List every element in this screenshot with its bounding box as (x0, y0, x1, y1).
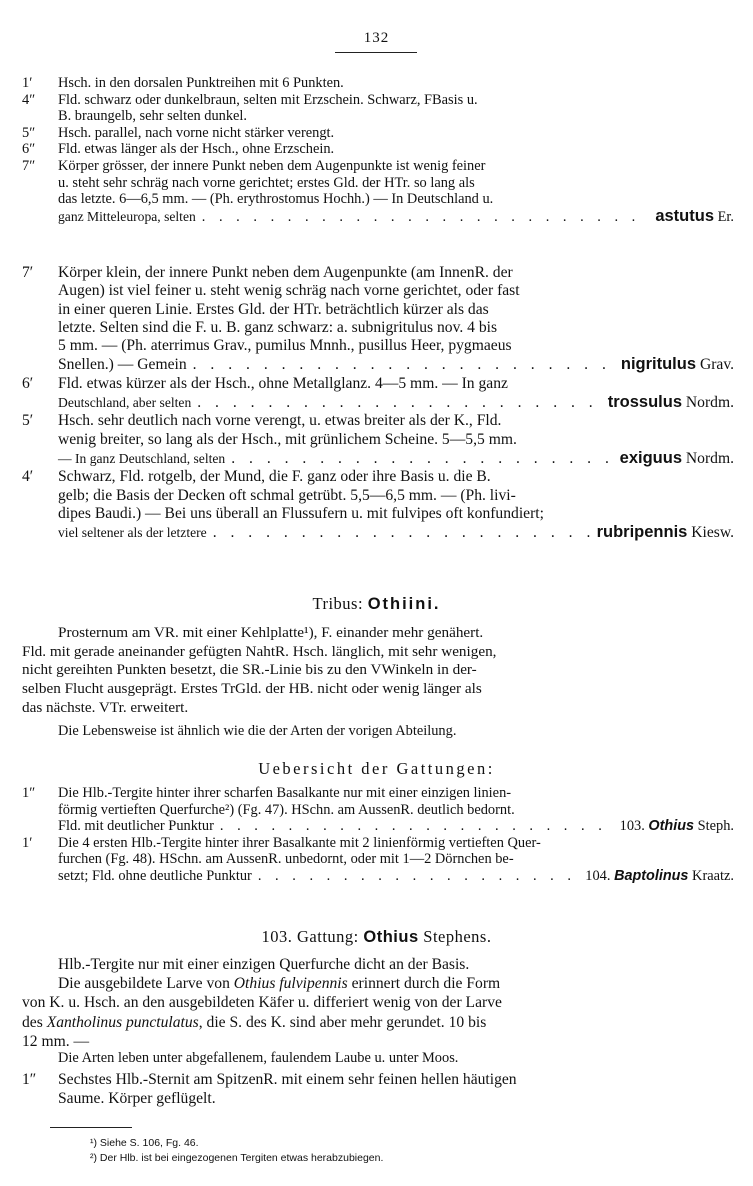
species-name: astutus (655, 206, 714, 225)
species-name: nigritulus (620, 355, 697, 374)
leader-dots (197, 394, 601, 412)
key-entry (22, 92, 734, 125)
leader-dots (220, 818, 614, 835)
key-entry (22, 785, 734, 835)
key-number: 1′ (22, 75, 33, 91)
species-author: Er. (717, 208, 734, 225)
key-number: 6′ (22, 374, 34, 392)
leader-dots (202, 209, 650, 226)
key-number: 5′ (22, 412, 34, 430)
key-entry (22, 75, 734, 92)
footnote-rule (50, 1127, 132, 1128)
tribus-heading (0, 594, 753, 614)
genus-author: Kraatz. (692, 867, 734, 884)
species-author: Nordm. (685, 449, 734, 467)
key-entry (22, 468, 734, 542)
key-text: Körper klein, der innere Punkt neben dem Augenpunkte (am InnenR. der (58, 264, 513, 281)
species-line (58, 355, 734, 374)
key-text: Hsch. in den dorsalen Punktreihen mit 6 Punkten. (58, 75, 344, 91)
key-entry (22, 1070, 734, 1108)
tribus-name: Othiini. (367, 595, 441, 613)
key-text: Körper grösser, der innere Punkt neben dem Augenpunkte ist wenig feiner (58, 157, 486, 174)
key-text: B. braungelb, sehr selten dunkel. (58, 108, 248, 125)
key-entry (22, 141, 734, 158)
species-name: exiguus (619, 448, 683, 467)
gattung-heading (0, 927, 753, 947)
tribus-note: Die Lebensweise ist ähnlich wie die der Arten der vorigen Abteilung. (58, 723, 457, 739)
key-text: Hsch. parallel, nach vorne nicht stärker verengt. (58, 124, 335, 141)
key-number: 6″ (22, 141, 36, 158)
key-text: 5 mm. — (Ph. aterrimus Grav., pumilus Mnnh., pusillus Heer, pygmaeus (58, 337, 512, 355)
key-number: 5″ (22, 124, 36, 141)
key-entry (22, 375, 734, 413)
text-line: Hlb.-Tergite nur mit einer einzigen Querfurche dicht an der Basis. (58, 956, 470, 973)
genus-name: Baptolinus (614, 867, 689, 884)
species-name: trossulus (607, 393, 683, 412)
genus-author: Steph. (697, 818, 734, 835)
genus-line (58, 868, 734, 885)
key-number: 1″ (22, 785, 36, 801)
key-entry (22, 412, 734, 468)
species-line (58, 449, 734, 468)
species-author: Kiesw. (691, 524, 734, 542)
text-line: selben Flucht ausgeprägt. Erstes TrGld. der HB. nicht oder wenig länger als (22, 680, 482, 698)
genus-name: Othius (648, 818, 694, 835)
key-number: 7″ (22, 157, 36, 174)
uebersicht-heading: Uebersicht der Gattungen: (258, 759, 495, 778)
species-author: Nordm. (685, 394, 734, 412)
key-text: Saume. Körper geflügelt. (58, 1090, 216, 1108)
key-text: das letzte. 6—6,5 mm. — (Ph. erythrostomus Hochh.) — In Deutschland u. (58, 191, 494, 208)
species-line (58, 393, 734, 412)
key-text: wenig breiter, so lang als der Hsch., mit grünlichem Scheine. 5—5,5 mm. (58, 430, 517, 448)
text-line: nicht gereihten Punkten besetzt, die SR.-Linie bis zu den VWinkeln in der- (22, 661, 477, 679)
key-text: u. steht sehr schräg nach vorne gerichtet; erstes Gld. der HTr. so lang als (58, 174, 475, 191)
key-text: dipes Baudi.) — Bei uns überall an Flussufern u. mit fulvipes oft konfundiert; (58, 504, 544, 522)
leader-dots (213, 524, 591, 542)
leader-dots (258, 868, 579, 885)
key-number: 4′ (22, 468, 34, 486)
gattung-label: 103. Gattung: (261, 927, 359, 946)
key-text: Schwarz, Fld. rotgelb, der Mund, die F. ganz oder ihre Basis u. die B. (58, 468, 491, 486)
text-line: von K. u. Hsch. an den ausgebildeten Käfer u. differiert wenig von der Larve (22, 994, 502, 1012)
gattung-description (22, 955, 726, 1051)
leader-dots (231, 450, 613, 468)
genus-number: 103. (619, 818, 645, 835)
key-text: in einer queren Linie. Erstes Gld. der HTr. beträchtlich kürzer als das (58, 300, 489, 318)
key-text: Fld. etwas kürzer als der Hsch., ohne Metallglanz. 4—5 mm. — In ganz (58, 374, 508, 392)
key-block-b (22, 264, 734, 542)
species-name: rubripennis (596, 523, 688, 542)
key-text: gelb; die Basis der Decken oft schmal getrübt. 5,5—6,5 mm. — (Ph. livi- (58, 486, 516, 504)
tribus-label: Tribus: (312, 594, 364, 613)
species-line (58, 208, 734, 226)
key-text: förmig vertieften Querfurche²) (Fg. 47). HSchn. am AussenR. deutlich bedornt. (58, 801, 515, 818)
species-key-start (22, 1070, 734, 1108)
key-number: 7′ (22, 264, 34, 281)
key-text: letzte. Selten sind die F. u. B. ganz schwarz: a. subnigritulus nov. 4 bis (58, 318, 498, 336)
key-text: Die Hlb.-Tergite hinter ihrer scharfen Basalkante nur mit einer einzigen linien- (58, 785, 512, 801)
key-text: Augen) ist viel feiner u. steht wenig schräg nach vorne gerichtet, oder fast (58, 282, 520, 300)
leader-dots (193, 356, 615, 374)
text-line: Prosternum am VR. mit einer Kehlplatte¹), F. einander mehr genähert. (58, 624, 484, 641)
gattung-note: Die Arten leben unter abgefallenem, faulendem Laube u. unter Moos. (58, 1050, 459, 1066)
key-text: Fld. etwas länger als der Hsch., ohne Erzschein. (58, 141, 335, 158)
key-number: 4″ (22, 91, 36, 108)
text-line: 12 mm. — (22, 1032, 90, 1050)
species-lead: Snellen.) — Gemein (58, 356, 187, 374)
species-lead: Deutschland, aber selten (58, 395, 192, 411)
page-number: 132 (363, 30, 390, 46)
key-entry (22, 264, 734, 375)
species-lead: viel seltener als der letztere (58, 525, 207, 541)
genus-lead: Fld. mit deutlicher Punktur (58, 818, 214, 835)
key-text: Sechstes Hlb.-Sternit am SpitzenR. mit einem sehr feinen hellen häutigen (58, 1071, 517, 1088)
key-text: Hsch. sehr deutlich nach vorne verengt, u. etwas breiter als der K., Fld. (58, 412, 502, 430)
key-entry (22, 835, 734, 885)
gattung-author: Stephens. (423, 927, 492, 946)
genus-line (58, 818, 734, 835)
species-lead: — In ganz Deutschland, selten (58, 450, 226, 466)
species-line (58, 523, 734, 542)
genus-lead: setzt; Fld. ohne deutliche Punktur (58, 867, 252, 884)
footnote-1: ¹) Siehe S. 106, Fg. 46. (90, 1137, 199, 1149)
footnote-2: ²) Der Hlb. ist bei eingezogenen Tergiten etwas herabzubiegen. (90, 1152, 384, 1164)
key-entry (22, 158, 734, 225)
genus-key (22, 785, 734, 885)
key-entry (22, 125, 734, 142)
key-text: furchen (Fg. 48). HSchn. am AussenR. unbedornt, oder mit 1—2 Dörnchen be- (58, 851, 514, 868)
text-line: Die ausgebildete Larve von Othius fulvipennis erinnert durch die Form (58, 975, 501, 993)
genus-number: 104. (585, 867, 611, 884)
text-line: das nächste. VTr. erweitert. (22, 698, 189, 716)
species-author: Grav. (699, 356, 734, 374)
species-lead: ganz Mitteleuropa, selten (58, 208, 196, 224)
key-block-a (22, 75, 734, 225)
key-number: 1″ (22, 1071, 37, 1088)
key-number: 1′ (22, 834, 33, 851)
text-line: des Xantholinus punctulatus, die S. des K. sind aber mehr gerundet. 10 bis (22, 1013, 487, 1031)
gattung-name: Othius (363, 928, 419, 946)
key-text: Fld. schwarz oder dunkelbraun, selten mit Erzschein. Schwarz, FBasis u. (58, 91, 478, 108)
header-rule (335, 52, 417, 53)
key-text: Die 4 ersten Hlb.-Tergite hinter ihrer Basalkante mit 2 linienförmig vertieften Quer- (58, 834, 541, 851)
tribus-description (22, 624, 726, 718)
text-line: Fld. mit gerade aneinander gefügten NahtR. Hsch. länglich, mit sehr wenigen, (22, 642, 497, 660)
